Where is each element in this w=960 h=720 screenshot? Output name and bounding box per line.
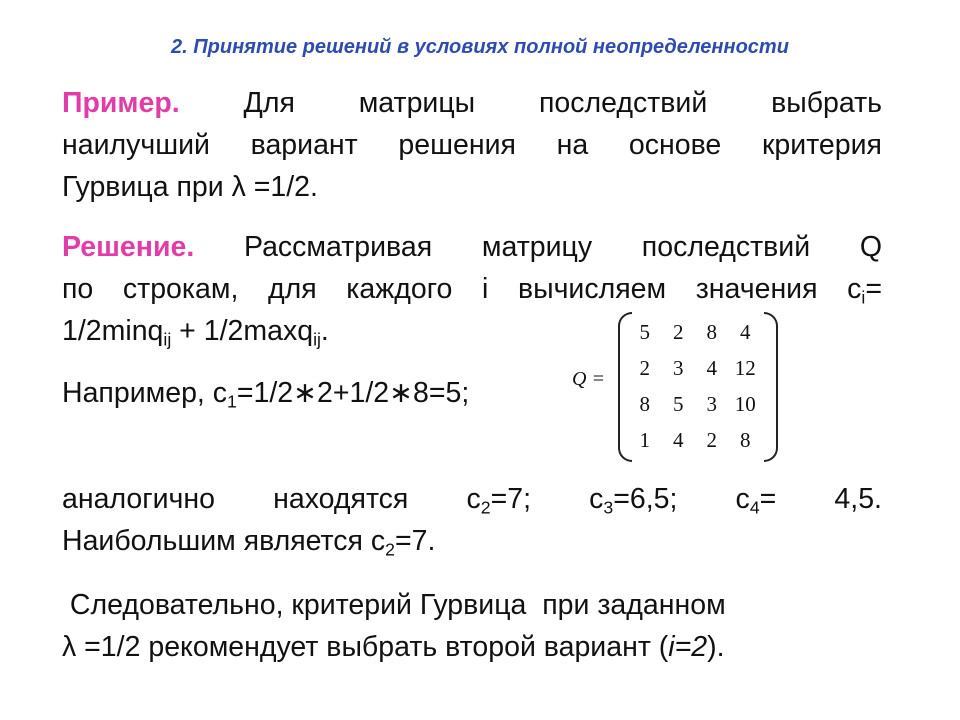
similarly-text-e: Наибольшим является c — [62, 525, 386, 557]
similarly-sub-4: 2 — [385, 539, 395, 560]
formula-sub-ij-2: ij — [313, 329, 321, 350]
similarly-sub-2: 3 — [603, 497, 614, 518]
formula-end: . — [320, 315, 329, 347]
matrix-grid — [628, 314, 762, 458]
example-label: Пример. — [62, 87, 180, 119]
formula-min: 1/2minq — [62, 315, 164, 347]
similarly-text-a: аналогично находятся c — [62, 483, 481, 515]
conclusion-italic-i: i=2 — [668, 631, 708, 663]
matrix-cell: 12 — [734, 355, 756, 380]
conclusion-line-1: Следовательно, критерий Гурвица при заданном — [62, 589, 726, 621]
matrix-cell: 10 — [734, 391, 756, 416]
conclusion-text-c: ). — [707, 631, 725, 663]
matrix-cell: 4 — [740, 319, 751, 344]
matrix-cell: 5 — [639, 319, 650, 344]
solution-text-1: Рассматривая матрицу последствий Q — [244, 231, 882, 263]
similarly-text-d: = 4,5. — [759, 483, 882, 515]
slide-title: 2. Принятие решений в условиях полной неопределенности — [171, 36, 789, 58]
solution-sub-i: i — [861, 287, 866, 308]
example-line-1 — [62, 82, 882, 124]
instance-text-b: =1/2∗2+1/2∗8=5; — [236, 377, 470, 409]
instance-text-a: Например, c — [62, 377, 228, 409]
matrix-cell: 1 — [639, 427, 650, 452]
matrix-cell: 8 — [639, 391, 650, 416]
matrix-cell: 3 — [706, 391, 717, 416]
conclusion-line-2 — [62, 626, 882, 668]
similarly-line-2 — [62, 520, 882, 562]
solution-line-2 — [62, 268, 882, 310]
example-text-1: Для матрицы последствий выбрать — [243, 87, 883, 119]
matrix-q — [560, 308, 800, 458]
example-line-2: наилучший вариант решения на основе критерия — [62, 129, 882, 161]
similarly-text-f: =7. — [394, 525, 436, 557]
formula-sub-ij-1: ij — [163, 329, 172, 350]
matrix-label: Q = — [572, 368, 605, 390]
matrix-cell: 4 — [706, 355, 717, 380]
matrix-cell: 3 — [673, 355, 684, 380]
matrix-cell: 8 — [740, 427, 751, 452]
solution-line-1 — [62, 226, 882, 268]
matrix-cell: 4 — [673, 427, 684, 452]
similarly-text-b: =7; c — [490, 483, 604, 515]
solution-text-2: по строкам, для каждого i вычисляем значения c — [62, 273, 862, 305]
instance-sub: 1 — [227, 391, 237, 412]
matrix-cell: 2 — [673, 319, 684, 344]
formula-max: + 1/2maxq — [171, 315, 314, 347]
matrix-cell: 2 — [706, 427, 717, 452]
matrix-cell: 5 — [673, 391, 684, 416]
similarly-line-1 — [62, 478, 882, 520]
example-line-3: Гурвица при λ =1/2. — [62, 171, 318, 203]
solution-eq: = — [865, 273, 882, 305]
conclusion-text-a: λ =1/2 рекомендует выбрать второй вариант ( — [62, 631, 669, 663]
matrix-cell: 8 — [706, 319, 717, 344]
matrix-cell: 2 — [639, 355, 650, 380]
conclusion-paragraph — [62, 584, 882, 668]
similarly-text-c: =6,5; c — [613, 483, 750, 515]
similarly-paragraph — [62, 478, 882, 562]
example-paragraph — [62, 82, 882, 208]
similarly-sub-1: 2 — [480, 497, 491, 518]
matrix-right-bracket — [764, 312, 778, 462]
similarly-sub-3: 4 — [749, 497, 760, 518]
solution-label: Решение. — [62, 231, 195, 263]
